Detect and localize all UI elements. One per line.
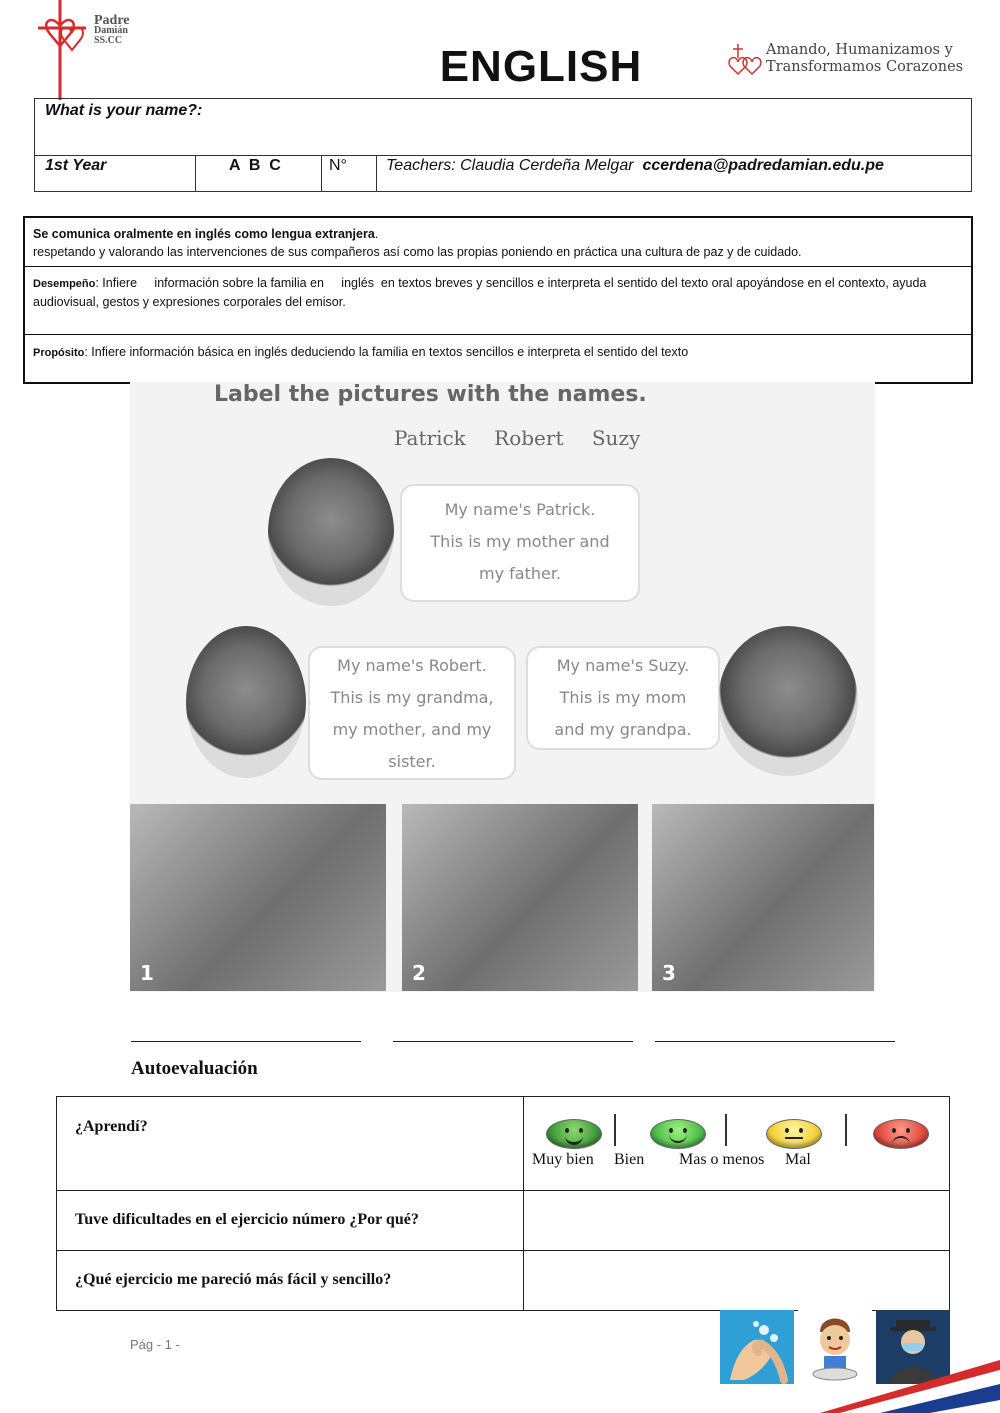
level-bad: Mal xyxy=(785,1151,811,1168)
photo-number: 2 xyxy=(412,961,426,985)
separator xyxy=(614,1114,616,1146)
answer-blank-2[interactable] xyxy=(393,1040,633,1042)
teacher-email: ccerdena@padredamian.edu.pe xyxy=(642,157,884,174)
page-title: ENGLISH xyxy=(439,42,643,91)
school-motto xyxy=(766,42,963,76)
self-eval-row-1 xyxy=(57,1097,949,1191)
desempeno-text: : Infiere información sobre la familia en inglés en textos breves y sencillos e interpreta el sentido del texto oral apoyándose en el contexto, ayuda audiovisual, gestos y expresiones corporales del emisor. xyxy=(33,276,930,309)
competency-box xyxy=(23,216,973,384)
patrick-speech-bubble xyxy=(400,484,640,602)
answer-blank-3[interactable] xyxy=(655,1040,895,1042)
hearts-cross-icon xyxy=(726,42,764,78)
column-divider xyxy=(523,1097,524,1310)
name-robert: Robert xyxy=(494,426,564,450)
competency-title: Se comunica oralmente en inglés como lengua extranjera xyxy=(33,227,375,241)
bubble-line: My name's Robert. xyxy=(337,656,487,675)
robert-photo xyxy=(186,626,306,778)
suzy-photo xyxy=(718,626,858,776)
flag-ribbon-icon xyxy=(820,1340,1000,1413)
suzy-speech-bubble xyxy=(526,646,720,750)
sections-label: A B C xyxy=(229,157,281,174)
name-suzy: Suzy xyxy=(591,426,641,450)
robert-speech-bubble xyxy=(308,646,516,780)
exercise-instruction: Label the pictures with the names. xyxy=(214,382,647,407)
level-good: Bien xyxy=(614,1151,645,1168)
motto-line-2: Transformamos Corazones xyxy=(766,59,964,75)
year-cell xyxy=(35,155,196,192)
family-photo-1 xyxy=(130,804,386,991)
very-good-smiley-icon[interactable] xyxy=(546,1119,602,1149)
name-label: What is your name?: xyxy=(45,102,203,119)
bubble-line: This is my mother and xyxy=(430,532,610,551)
sections-cell xyxy=(195,155,322,192)
so-so-smiley-icon[interactable] xyxy=(766,1119,822,1149)
family-photo-3 xyxy=(652,804,874,991)
logo-line-2: Damián xyxy=(94,25,128,36)
separator xyxy=(725,1114,727,1146)
logo-line-1: Padre xyxy=(94,13,130,28)
competency-description: respetando y valorando las intervenciones de sus compañeros así como las propias poniendo en práctica una cultura de paz y de cuidado. xyxy=(33,245,802,259)
number-label: N° xyxy=(329,157,347,174)
proposito-label: Propósito xyxy=(33,347,85,359)
competency-section xyxy=(25,218,971,267)
question-learned: ¿Aprendí? xyxy=(75,1118,148,1135)
page-number: Pág - 1 - xyxy=(130,1337,180,1352)
level-very-good: Muy bien xyxy=(532,1151,594,1168)
bubble-line: My name's Suzy. xyxy=(556,656,690,675)
patrick-photo xyxy=(268,458,394,606)
name-row xyxy=(35,99,971,156)
student-info-table xyxy=(34,98,972,192)
bubble-line: sister. xyxy=(388,752,436,771)
family-photo-2 xyxy=(402,804,638,991)
number-cell xyxy=(321,155,377,192)
competency-title-end: . xyxy=(374,227,379,241)
separator xyxy=(845,1114,847,1146)
hand-washing-icon xyxy=(720,1310,794,1384)
logo-line-3: SS.CC xyxy=(94,35,123,46)
question-easiest: ¿Qué ejercicio me pareció más fácil y sencillo? xyxy=(75,1271,392,1288)
photo-number: 3 xyxy=(662,961,676,985)
year-label: 1st Year xyxy=(45,157,107,174)
photo-number: 1 xyxy=(140,961,154,985)
self-eval-row-3 xyxy=(57,1250,949,1310)
proposito-text: : Infiere información básica en inglés deduciendo la familia en textos sencillos e interpreta el sentido del texto xyxy=(84,345,689,359)
exercise-picture xyxy=(130,382,875,992)
name-patrick: Patrick xyxy=(394,426,466,450)
answer-blank-1[interactable] xyxy=(131,1040,361,1042)
bubble-line: This is my mom xyxy=(559,688,687,707)
desempeno-label: Desempeño xyxy=(33,278,96,290)
teachers-cell xyxy=(376,155,971,192)
bad-smiley-icon[interactable] xyxy=(873,1119,929,1149)
desempeno-section xyxy=(25,267,971,335)
self-eval-row-2 xyxy=(57,1190,949,1251)
proposito-section xyxy=(25,335,971,384)
question-difficulties: Tuve dificultades en el ejercicio número ¿Por qué? xyxy=(75,1211,419,1228)
bubble-line: my mother, and my xyxy=(332,720,492,739)
motto-line-1: Amando, Humanizamos y xyxy=(766,42,953,58)
bubble-line: This is my grandma, xyxy=(330,688,494,707)
good-smiley-icon[interactable] xyxy=(650,1119,706,1149)
name-bank xyxy=(394,426,640,450)
self-eval-heading: Autoevaluación xyxy=(131,1058,258,1079)
teachers-label: Teachers: Claudia Cerdeña Melgar xyxy=(386,157,634,174)
bubble-line: my father. xyxy=(478,564,562,583)
bubble-line: My name's Patrick. xyxy=(444,500,596,519)
bubble-line: and my grandpa. xyxy=(554,720,692,739)
level-so-so: Mas o menos xyxy=(679,1151,765,1168)
